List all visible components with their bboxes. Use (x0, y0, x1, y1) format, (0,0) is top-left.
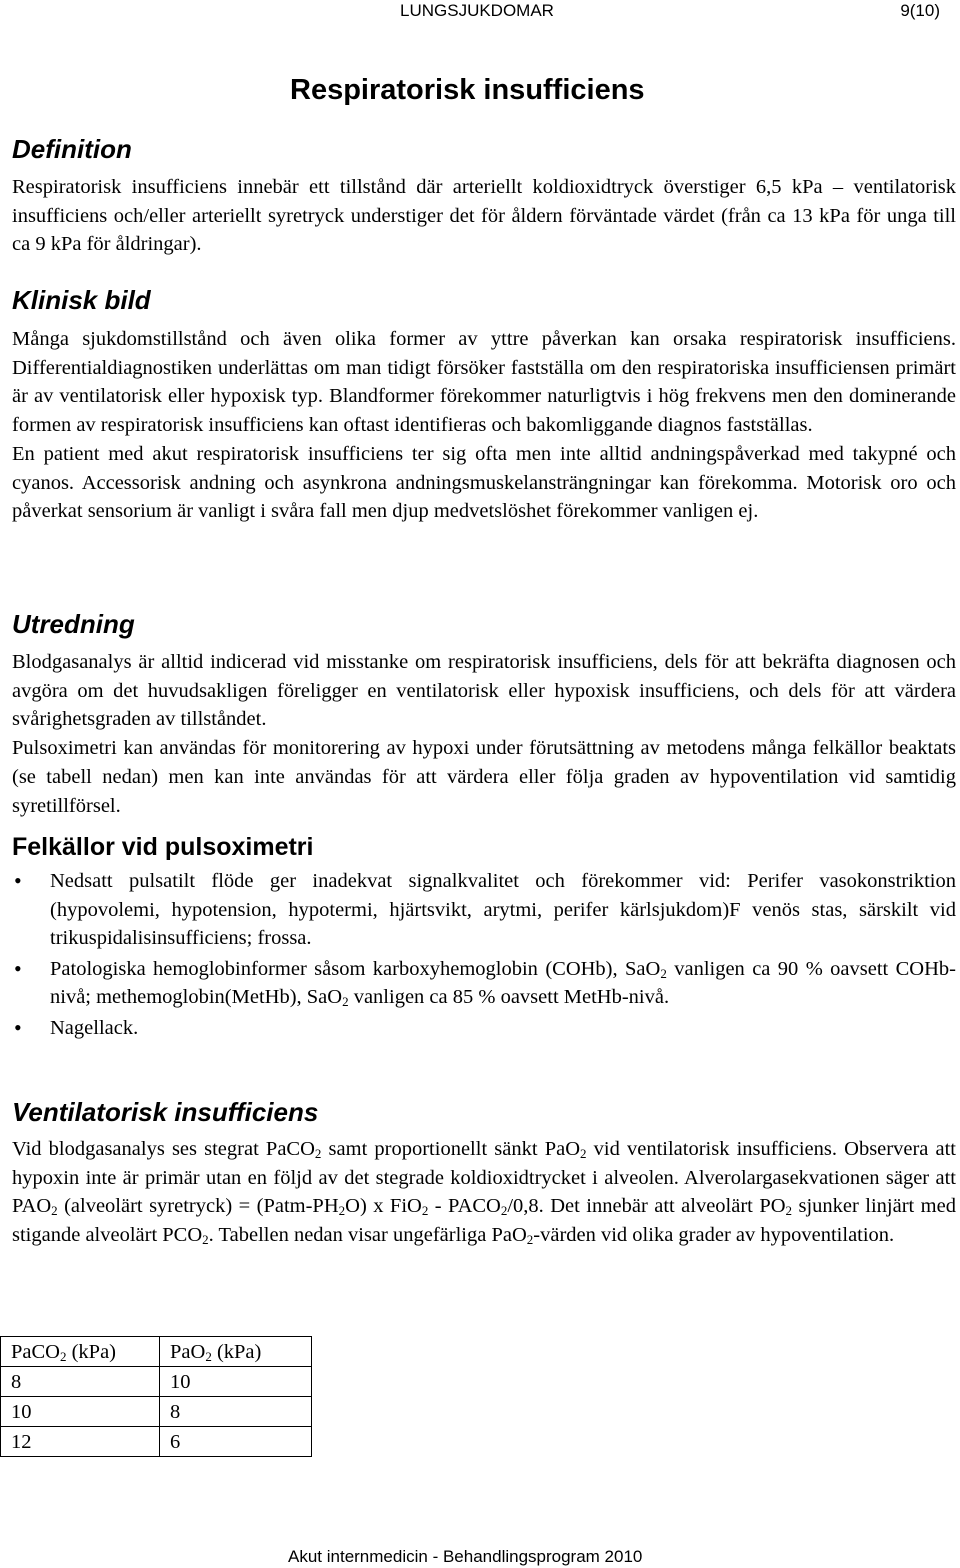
utredning-body (12, 648, 956, 820)
definition-text: Respiratorisk insufficiens innebär ett tillstånd där arteriellt koldioxidtryck överstiger 6,5 kPa – ventilatorisk insufficiens och/eller arteriellt syretryck understiger det för åldern förväntade värdet (från ca 13 kPa för unga till ca 9 kPa för åldringar). (12, 176, 956, 256)
felkallor-list (12, 867, 956, 1044)
page-footer: Akut internmedicin - Behandlingsprogram 2010 (288, 1547, 643, 1566)
table-cell: 6 (160, 1427, 312, 1457)
list-item: • Nedsatt pulsatilt flöde ger inadekvat signalkvalitet och förekommer vid: Perifer vasokonstriktion (hypovolemi, hypotension, hypotermi, hjärtsvikt, arytmi, perifer kärlsjukdom)F venös stas, särskilt vid trikuspidalisinsufficiens; frossa. (12, 867, 956, 953)
klinisk-paragraph-1: Många sjukdomstillstånd och även olika former av yttre påverkan kan orsaka respiratorisk insufficiens. Differentialdiagnostiken underlättas om man tidigt försöker fastställa om den respiratoriska insufficiensen primärt är av ventilatorisk eller hypoxisk typ. Blandformer förekommer naturligtvis i hög frekvens men den dominerande formen av respiratorisk insufficiens kan oftast identifieras och bakomliggande diagnos fastställas. (12, 328, 956, 437)
table-header-paco2: PaCO$_2$ (kPa) (1, 1337, 160, 1367)
list-item: • Nagellack. (12, 1014, 956, 1043)
table-header-pao2: PaO$_2$ (kPa) (160, 1337, 312, 1367)
page-number: 9(10) (900, 1, 940, 20)
utredning-paragraph-2: Pulsoximetri kan användas för monitorering av hypoxi under förutsättning av metodens många felkällor beaktats (se tabell nedan) men kan inte användas för att värdera eller följa graden av hypoventilation vid samtidig syretillförsel. (12, 737, 956, 817)
heading-definition: Definition (12, 134, 132, 164)
utredning-paragraph-1: Blodgasanalys är alltid indicerad vid misstanke om respiratorisk insufficiens, dels för att bekräfta diagnosen och avgöra om det huvudsakligen föreligger en ventilatorisk eller hypoxisk insufficiens, och dels för att värdera svårighetsgraden av tillståndet. (12, 651, 956, 731)
heading-felkallor: Felkällor vid pulsoximetri (12, 833, 314, 861)
table-cell: 12 (1, 1427, 160, 1457)
table-row (1, 1367, 312, 1397)
table-cell: 10 (1, 1397, 160, 1427)
heading-ventilatorisk-insufficiens: Ventilatorisk insufficiens (12, 1097, 319, 1127)
table-header-row (1, 1337, 312, 1367)
table-cell: 10 (160, 1367, 312, 1397)
paco2-pao2-table (0, 1336, 312, 1457)
heading-klinisk-bild: Klinisk bild (12, 285, 151, 315)
page-title: Respiratorisk insufficiens (290, 74, 645, 106)
table-cell: 8 (160, 1397, 312, 1427)
heading-utredning: Utredning (12, 609, 135, 639)
klinisk-bild-body (12, 325, 956, 526)
ventilatorisk-paragraph: Vid blodgasanalys ses stegrat PaCO$_2$ samt proportionellt sänkt PaO$_2$ vid ventilatorisk insufficiens. Observera att hypoxin inte är primär utan en följd av det stegrade koldioxidtrycket i alveolen. Alverolargasekvationen säger att $PAO_2$ (alveolärt syretryck) = $(Patm-PH_2O)$ x $FiO_2 - PACO_2/0,8$. Det innebär att alveolärt $PO_2$ sjunker linjärt med stigande alveolärt $PCO_2$. Tabellen nedan visar ungefärliga PaO$_2$-värden vid olika grader av hypoventilation. (12, 1138, 956, 1248)
definition-paragraph (12, 173, 956, 259)
running-header-section: LUNGSJUKDOMAR (400, 1, 554, 20)
table-cell: 8 (1, 1367, 160, 1397)
list-item: • Patologiska hemoglobinformer såsom karboxyhemoglobin (COHb), SaO$_2$ vanligen ca 90 % oavsett COHb-nivå; methemoglobin(MetHb), SaO$_2$ vanligen ca 85 % oavsett MetHb-nivå. (12, 955, 956, 1012)
klinisk-paragraph-2: En patient med akut respiratorisk insufficiens ter sig ofta men inte alltid andningspåverkad med takypné och cyanos. Accessorisk andning och asynkrona andningsmuskelansträngningar kan förekomma. Motorisk oro och påverkat sensorium är vanligt i svåra fall men djup medvetslöshet förekommer vanligen ej. (12, 442, 956, 523)
table-row (1, 1427, 312, 1457)
table-row (1, 1397, 312, 1427)
